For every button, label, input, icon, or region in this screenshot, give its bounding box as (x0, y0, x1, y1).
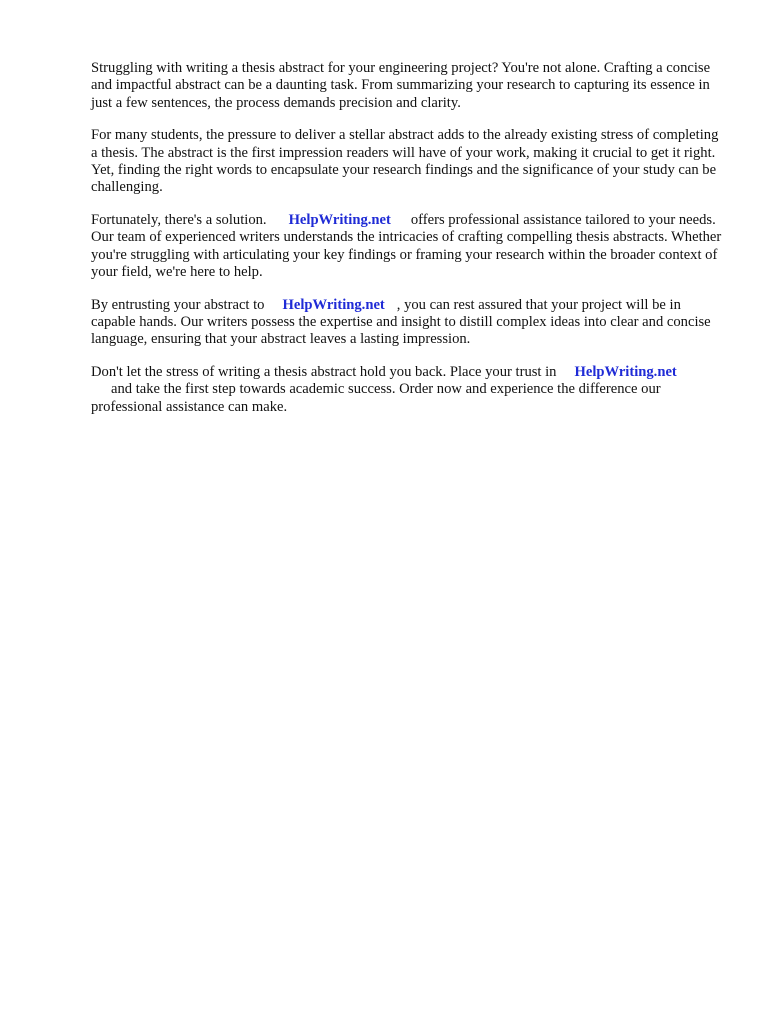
entrusting-text-before: By entrusting your abstract to (91, 296, 265, 313)
paragraph-entrusting (91, 297, 723, 349)
paragraph-intro: Struggling with writing a thesis abstract for your engineering project? You're not alone. Crafting a concise and impactful abstract can be a daunting task. From summarizing your research to capturing its essence in just a few sentences, the process demands precision and clarity. (91, 60, 711, 111)
solution-text-before: Fortunately, there's a solution. (91, 212, 267, 229)
paragraph-call-to-action (91, 364, 723, 416)
cta-text-after: and take the first step towards academic success. Order now and experience the difference our professional assistance can make. (91, 381, 661, 415)
helpwriting-link[interactable]: HelpWriting.net (574, 364, 677, 381)
paragraph-pressure: For many students, the pressure to deliver a stellar abstract adds to the already existing stress of completing a thesis. The abstract is the first impression readers will have of your work, making it crucial to get it right. Yet, finding the right words to encapsulate your research findings and the significance of your study can be challenging. (91, 127, 719, 196)
cta-text-before: Don't let the stress of writing a thesis abstract hold you back. Place your trust in (91, 364, 557, 381)
helpwriting-link[interactable]: HelpWriting.net (288, 212, 391, 229)
solution-text-after: offers professional assistance tailored to your needs. Our team of experienced writers understands the intricacies of crafting compelling thesis abstracts. Whether you're struggling with articulating your key findings or framing your research within the broader context of your field, we're here to help. (91, 212, 722, 280)
document-page (91, 60, 723, 432)
helpwriting-link[interactable]: HelpWriting.net (282, 296, 385, 313)
paragraph-solution (91, 212, 723, 281)
entrusting-text-after: , you can rest assured that your project will be in capable hands. Our writers possess the expertise and insight to distill complex ideas into clear and concise language, ensuring that your abstract leaves a lasting impression. (91, 296, 711, 348)
